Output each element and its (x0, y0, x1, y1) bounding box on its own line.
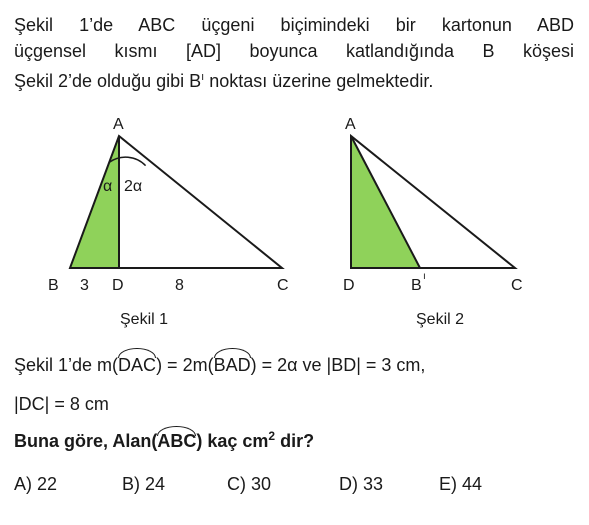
intro-line-1: Şekil 1’de ABC üçgeni biçimindeki bir kartonun ABD (14, 15, 574, 35)
choice-a[interactable]: A) 22 (14, 474, 58, 494)
superscript-2: 2 (268, 429, 276, 443)
choice-c[interactable]: C) 30 (227, 474, 272, 494)
figures (0, 108, 589, 340)
condition-line-2: |DC| = 8 cm (14, 394, 109, 414)
fig1-label-bd: 3 (80, 277, 89, 294)
fig1-label-c: C (277, 277, 289, 294)
fig1-label-two-alpha: 2α (124, 178, 143, 195)
arc-abc: ABC (157, 428, 196, 452)
fig1-label-dc: 8 (175, 277, 184, 294)
fig1-label-alpha: α (103, 178, 113, 195)
fig1-label-b: B (48, 277, 59, 294)
fig2-label-b-prime: B (411, 277, 422, 294)
fig2-label-a: A (345, 116, 356, 133)
answer-choices (14, 474, 589, 500)
figure-2 (343, 116, 523, 328)
fig2-prime-mark: ı (423, 271, 426, 282)
choice-d[interactable]: D) 33 (339, 474, 384, 494)
fig1-label-a: A (113, 116, 124, 133)
fig1-label-d: D (112, 277, 124, 294)
fig1-caption: Şekil 1 (120, 311, 169, 328)
fig2-label-c: C (511, 277, 523, 294)
condition-line-1: Şekil 1’de m(DAC) = 2m(BAD) = 2α ve |BD| = 3 cm, (14, 350, 425, 377)
prime-mark: ı (201, 71, 205, 83)
choice-b[interactable]: B) 24 (122, 474, 166, 494)
fig2-caption: Şekil 2 (416, 311, 465, 328)
intro-line-2: üçgensel kısmı [AD] boyunca katlandığında B köşesi (14, 41, 574, 61)
problem-intro (14, 12, 574, 94)
choice-e[interactable]: E) 44 (439, 474, 483, 494)
intro-line-3: Şekil 2’de olduğu gibi $B^ı$ noktası üzerine gelmektedir. (14, 71, 434, 91)
figures-svg (0, 108, 589, 340)
arc-bad: BAD (214, 350, 251, 377)
arc-dac: DAC (118, 350, 156, 377)
fig2-label-d: D (343, 277, 355, 294)
figure-1 (48, 116, 289, 328)
question: Buna göre, Alan(ABC) kaç $cm^2$ dir? (14, 429, 315, 451)
